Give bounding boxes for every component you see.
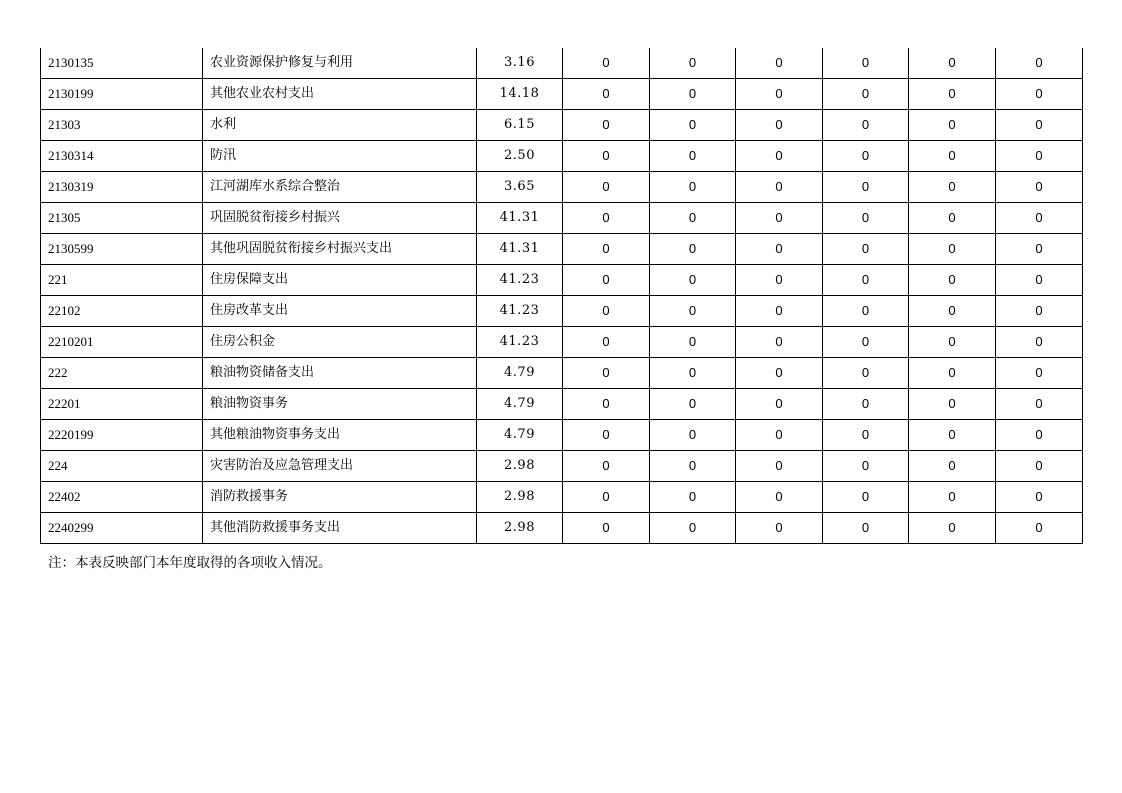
amount-cell: 14.18 — [477, 79, 563, 110]
value-cell: 0 — [563, 358, 650, 389]
subject-name-cell: 水利 — [203, 110, 477, 141]
value-cell: 0 — [909, 513, 996, 544]
value-cell: 0 — [563, 327, 650, 358]
subject-name-cell: 其他粮油物资事务支出 — [203, 420, 477, 451]
amount-cell: 2.50 — [477, 141, 563, 172]
value-cell: 0 — [909, 110, 996, 141]
value-cell: 0 — [563, 389, 650, 420]
subject-code-cell: 21303 — [41, 110, 203, 141]
subject-name-cell: 其他消防救援事务支出 — [203, 513, 477, 544]
table-row — [41, 327, 1083, 358]
value-cell: 0 — [996, 234, 1083, 265]
value-cell: 0 — [563, 482, 650, 513]
value-cell: 0 — [563, 172, 650, 203]
value-cell: 0 — [996, 265, 1083, 296]
subject-code-cell: 2130135 — [41, 48, 203, 79]
value-cell: 0 — [996, 141, 1083, 172]
value-cell: 0 — [996, 48, 1083, 79]
subject-code-cell: 222 — [41, 358, 203, 389]
subject-name-cell: 粮油物资事务 — [203, 389, 477, 420]
value-cell: 0 — [996, 172, 1083, 203]
subject-name-cell: 防汛 — [203, 141, 477, 172]
amount-cell: 4.79 — [477, 389, 563, 420]
amount-cell: 3.65 — [477, 172, 563, 203]
value-cell: 0 — [736, 327, 823, 358]
value-cell: 0 — [650, 420, 736, 451]
value-cell: 0 — [563, 451, 650, 482]
subject-code-cell: 22102 — [41, 296, 203, 327]
value-cell: 0 — [736, 482, 823, 513]
value-cell: 0 — [736, 420, 823, 451]
value-cell: 0 — [823, 110, 909, 141]
value-cell: 0 — [563, 265, 650, 296]
value-cell: 0 — [736, 79, 823, 110]
value-cell: 0 — [996, 79, 1083, 110]
amount-cell: 41.31 — [477, 203, 563, 234]
value-cell: 0 — [996, 482, 1083, 513]
value-cell: 0 — [736, 389, 823, 420]
value-cell: 0 — [650, 451, 736, 482]
subject-name-cell: 其他农业农村支出 — [203, 79, 477, 110]
value-cell: 0 — [823, 420, 909, 451]
value-cell: 0 — [650, 389, 736, 420]
table-row — [41, 482, 1083, 513]
table-row — [41, 513, 1083, 544]
value-cell: 0 — [736, 513, 823, 544]
value-cell: 0 — [823, 389, 909, 420]
amount-cell: 4.79 — [477, 420, 563, 451]
value-cell: 0 — [736, 141, 823, 172]
value-cell: 0 — [823, 296, 909, 327]
subject-code-cell: 2130319 — [41, 172, 203, 203]
subject-code-cell: 2130314 — [41, 141, 203, 172]
value-cell: 0 — [736, 358, 823, 389]
value-cell: 0 — [736, 234, 823, 265]
value-cell: 0 — [823, 48, 909, 79]
value-cell: 0 — [823, 79, 909, 110]
value-cell: 0 — [650, 234, 736, 265]
table-row — [41, 79, 1083, 110]
value-cell: 0 — [736, 296, 823, 327]
value-cell: 0 — [909, 48, 996, 79]
value-cell: 0 — [823, 172, 909, 203]
amount-cell: 41.23 — [477, 265, 563, 296]
value-cell: 0 — [736, 203, 823, 234]
value-cell: 0 — [563, 110, 650, 141]
value-cell: 0 — [650, 296, 736, 327]
value-cell: 0 — [909, 420, 996, 451]
value-cell: 0 — [736, 110, 823, 141]
value-cell: 0 — [823, 141, 909, 172]
subject-code-cell: 2210201 — [41, 327, 203, 358]
value-cell: 0 — [996, 203, 1083, 234]
value-cell: 0 — [650, 172, 736, 203]
value-cell: 0 — [650, 482, 736, 513]
value-cell: 0 — [996, 389, 1083, 420]
subject-code-cell: 2240299 — [41, 513, 203, 544]
amount-cell: 41.23 — [477, 296, 563, 327]
value-cell: 0 — [996, 420, 1083, 451]
income-table — [40, 48, 1083, 544]
subject-name-cell: 住房公积金 — [203, 327, 477, 358]
value-cell: 0 — [909, 482, 996, 513]
amount-cell: 41.31 — [477, 234, 563, 265]
value-cell: 0 — [996, 296, 1083, 327]
value-cell: 0 — [650, 79, 736, 110]
subject-name-cell: 灾害防治及应急管理支出 — [203, 451, 477, 482]
subject-name-cell: 消防救援事务 — [203, 482, 477, 513]
value-cell: 0 — [563, 79, 650, 110]
value-cell: 0 — [563, 296, 650, 327]
table-row — [41, 420, 1083, 451]
value-cell: 0 — [563, 203, 650, 234]
subject-code-cell: 22402 — [41, 482, 203, 513]
value-cell: 0 — [823, 451, 909, 482]
value-cell: 0 — [650, 513, 736, 544]
table-row — [41, 234, 1083, 265]
table-row — [41, 110, 1083, 141]
subject-name-cell: 巩固脱贫衔接乡村振兴 — [203, 203, 477, 234]
value-cell: 0 — [650, 358, 736, 389]
table-row — [41, 265, 1083, 296]
value-cell: 0 — [736, 451, 823, 482]
value-cell: 0 — [909, 296, 996, 327]
value-cell: 0 — [996, 451, 1083, 482]
value-cell: 0 — [996, 358, 1083, 389]
value-cell: 0 — [823, 234, 909, 265]
subject-code-cell: 2220199 — [41, 420, 203, 451]
value-cell: 0 — [823, 358, 909, 389]
subject-name-cell: 农业资源保护修复与利用 — [203, 48, 477, 79]
subject-name-cell: 住房改革支出 — [203, 296, 477, 327]
amount-cell: 4.79 — [477, 358, 563, 389]
value-cell: 0 — [563, 141, 650, 172]
value-cell: 0 — [650, 327, 736, 358]
table-row — [41, 48, 1083, 79]
table-body — [41, 48, 1083, 544]
value-cell: 0 — [909, 79, 996, 110]
subject-code-cell: 221 — [41, 265, 203, 296]
amount-cell: 3.16 — [477, 48, 563, 79]
value-cell: 0 — [823, 482, 909, 513]
value-cell: 0 — [909, 358, 996, 389]
subject-code-cell: 2130599 — [41, 234, 203, 265]
amount-cell: 41.23 — [477, 327, 563, 358]
amount-cell: 6.15 — [477, 110, 563, 141]
subject-name-cell: 其他巩固脱贫衔接乡村振兴支出 — [203, 234, 477, 265]
amount-cell: 2.98 — [477, 513, 563, 544]
amount-cell: 2.98 — [477, 451, 563, 482]
value-cell: 0 — [909, 389, 996, 420]
value-cell: 0 — [736, 172, 823, 203]
table-row — [41, 172, 1083, 203]
income-table-sheet — [40, 48, 1082, 571]
subject-name-cell: 粮油物资储备支出 — [203, 358, 477, 389]
value-cell: 0 — [909, 141, 996, 172]
table-row — [41, 296, 1083, 327]
value-cell: 0 — [563, 234, 650, 265]
value-cell: 0 — [650, 203, 736, 234]
value-cell: 0 — [996, 327, 1083, 358]
value-cell: 0 — [909, 265, 996, 296]
value-cell: 0 — [823, 513, 909, 544]
subject-code-cell: 2130199 — [41, 79, 203, 110]
value-cell: 0 — [650, 110, 736, 141]
value-cell: 0 — [823, 265, 909, 296]
value-cell: 0 — [909, 203, 996, 234]
table-row — [41, 141, 1083, 172]
value-cell: 0 — [823, 327, 909, 358]
value-cell: 0 — [909, 172, 996, 203]
table-footnote: 注：本表反映部门本年度取得的各项收入情况。 — [48, 555, 332, 571]
value-cell: 0 — [909, 327, 996, 358]
value-cell: 0 — [736, 265, 823, 296]
value-cell: 0 — [736, 48, 823, 79]
table-row — [41, 451, 1083, 482]
value-cell: 0 — [650, 48, 736, 79]
value-cell: 0 — [563, 513, 650, 544]
table-row — [41, 389, 1083, 420]
amount-cell: 2.98 — [477, 482, 563, 513]
value-cell: 0 — [650, 265, 736, 296]
value-cell: 0 — [909, 451, 996, 482]
value-cell: 0 — [909, 234, 996, 265]
value-cell: 0 — [996, 513, 1083, 544]
value-cell: 0 — [650, 141, 736, 172]
subject-name-cell: 住房保障支出 — [203, 265, 477, 296]
table-row — [41, 358, 1083, 389]
subject-name-cell: 江河湖库水系综合整治 — [203, 172, 477, 203]
value-cell: 0 — [563, 420, 650, 451]
value-cell: 0 — [563, 48, 650, 79]
subject-code-cell: 22201 — [41, 389, 203, 420]
table-row — [41, 203, 1083, 234]
value-cell: 0 — [996, 110, 1083, 141]
subject-code-cell: 224 — [41, 451, 203, 482]
value-cell: 0 — [823, 203, 909, 234]
subject-code-cell: 21305 — [41, 203, 203, 234]
